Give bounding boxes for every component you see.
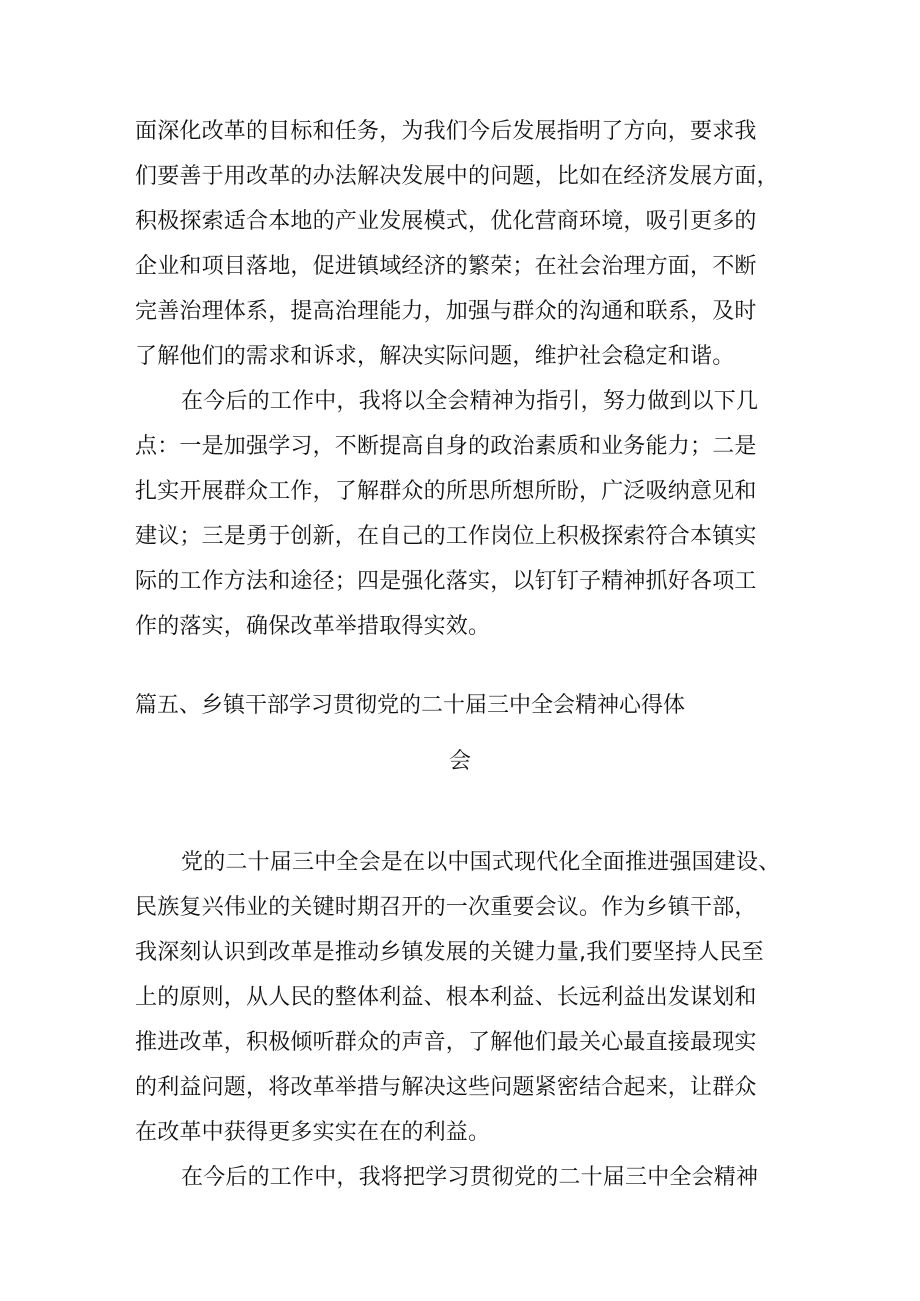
paragraph-3-line-3: 我深刻认识到改革是推动乡镇发展的关键力量,我们要坚持人民至 <box>135 940 764 965</box>
paragraph-1-line-1: 面深化改革的目标和任务，为我们今后发展指明了方向，要求我 <box>135 119 757 144</box>
paragraph-2-line-3: 扎实开展群众工作，了解群众的所思所想所盼，广泛吸纳意见和 <box>135 479 757 504</box>
paragraph-1-line-2: 们要善于用改革的办法解决发展中的问题，比如在经济发展方面， <box>135 164 779 189</box>
paragraph-2-line-4: 建议；三是勇于创新，在自己的工作岗位上积极探索符合本镇实 <box>135 524 757 549</box>
paragraph-1-line-4: 企业和项目落地，促进镇域经济的繁荣；在社会治理方面，不断 <box>135 254 757 279</box>
paragraph-3-line-7: 在改革中获得更多实实在在的利益。 <box>135 1120 491 1145</box>
paragraph-1-line-5: 完善治理体系，提高治理能力，加强与群众的沟通和联系，及时 <box>135 299 757 324</box>
paragraph-3-line-5: 推进改革，积极倾听群众的声音，了解他们最关心最直接最现实 <box>135 1030 757 1055</box>
paragraph-3-line-2: 民族复兴伟业的关键时期召开的一次重要会议。作为乡镇干部， <box>135 895 757 920</box>
section-heading-line-1: 篇五、乡镇干部学习贯彻党的二十届三中全会精神心得体 <box>135 693 686 718</box>
paragraph-1-line-6: 了解他们的需求和诉求，解决实际问题，维护社会稳定和谐。 <box>135 344 735 369</box>
section-heading-line-2: 会 <box>449 749 472 774</box>
paragraph-3-line-6: 的利益问题，将改革举措与解决这些问题紧密结合起来，让群众 <box>135 1075 757 1100</box>
paragraph-2-line-6: 作的落实，确保改革举措取得实效。 <box>135 614 491 639</box>
paragraph-4-line-1: 在今后的工作中，我将把学习贯彻党的二十届三中全会精神 <box>181 1165 759 1190</box>
paragraph-3-line-4: 上的原则，从人民的整体利益、根本利益、长远利益出发谋划和 <box>135 985 757 1010</box>
paragraph-1-line-3: 积极探索适合本地的产业发展模式，优化营商环境，吸引更多的 <box>135 209 757 234</box>
paragraph-2-line-1: 在今后的工作中，我将以全会精神为指引，努力做到以下几 <box>181 389 759 414</box>
paragraph-2-line-2: 点：一是加强学习，不断提高自身的政治素质和业务能力；二是 <box>135 434 757 459</box>
paragraph-3-line-1: 党的二十届三中全会是在以中国式现代化全面推进强国建设、 <box>181 850 781 875</box>
paragraph-2-line-5: 际的工作方法和途径；四是强化落实，以钉钉子精神抓好各项工 <box>135 569 757 594</box>
